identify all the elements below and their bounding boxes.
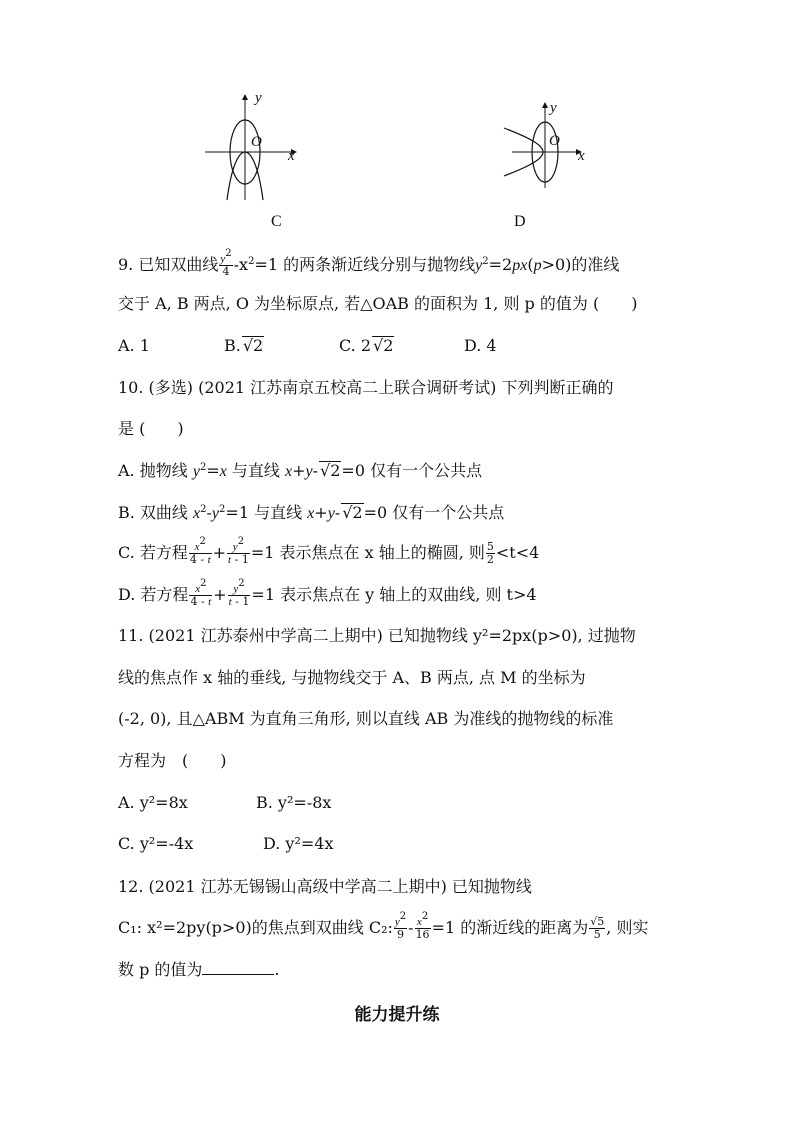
q12-text: =1 的渐近线的距离为 — [431, 918, 589, 937]
sqrt-symbol: √2 — [320, 461, 341, 480]
q9-text: >0)的准线 — [541, 255, 620, 274]
q10-b-text: B. 双曲线 — [118, 503, 194, 522]
axis-y-label: y — [255, 90, 262, 106]
fraction: $\frac{x^2}{4 - t}$ — [189, 536, 211, 566]
q10-d-text: D. 若方程 — [118, 585, 189, 604]
q10-option-a: A. 抛物线 $y^2=x$ 与直线 x+y- √2=0 仅有一个公共点 — [118, 461, 483, 480]
q9-text: =2 — [488, 255, 513, 274]
sqrt-symbol: √2 — [342, 503, 363, 522]
fraction: $\frac{y^2}{t - 1}$ — [228, 536, 249, 566]
q10-c-text: <t<4 — [495, 543, 540, 562]
fraction: $\frac{y^2}{t - 1}$ — [228, 578, 250, 608]
figure-d-caption: D — [514, 213, 526, 230]
axis-x-label: x — [288, 148, 295, 164]
q11-option-d: D. y²=4x — [263, 834, 334, 853]
axis-x-label-d: x — [578, 148, 585, 164]
q10-option-d: D. 若方程 $\frac{x^2}{4 - t}$ + $\frac{y^2}{t - 1}$ =1 表示焦点在 y 轴上的双曲线, 则 t>4 — [118, 578, 537, 608]
origin-label: O — [251, 134, 262, 150]
fraction-5-over-2: $\frac{5}{2}$ — [486, 540, 494, 566]
q10-a-text: =0 仅有一个公共点 — [341, 461, 483, 480]
figure-d — [500, 100, 600, 190]
axis-y-label-d: y — [550, 100, 557, 116]
q9-option-c-label: C. 2 — [339, 336, 372, 355]
q11-line-4: 方程为 ( ) — [118, 751, 227, 770]
q12-line-2: C₁: x²=2py(p>0)的焦点到双曲线 C₂: $\frac{y^2}{9}$ - $\frac{x^2}{16}$ =1 的渐近线的距离为 $\frac{√5}{5}$ , 则实 — [118, 911, 649, 941]
figure-c — [205, 92, 305, 202]
q10-d-text: =1 表示焦点在 y 轴上的双曲线, 则 t>4 — [251, 585, 537, 604]
q11-line-1: 11. (2021 江苏泰州中学高二上期中) 已知抛物线 y²=2px(p>0), 过抛物 — [118, 626, 636, 645]
answer-blank[interactable] — [202, 960, 274, 975]
figure-c-caption: C — [271, 213, 282, 230]
origin-label-d: O — [549, 133, 560, 149]
sqrt-symbol: √2 — [373, 336, 394, 355]
q9-option-a: A. 1 — [118, 336, 150, 355]
q9-option-b-label: B. — [224, 336, 241, 355]
q9-option-d: D. 4 — [464, 336, 497, 355]
q12-line-3 — [118, 959, 280, 981]
section-title: 能力提升练 — [354, 1005, 440, 1025]
fraction-x2-over-16: $\frac{x^2}{16}$ — [415, 911, 430, 941]
q10-option-b: B. 双曲线 $x^2-y^2=1$ 与直线 x+y- √2=0 仅有一个公共点 — [118, 503, 505, 522]
q11-option-c: C. y²=-4x — [118, 834, 194, 853]
fraction-sqrt5-over-5: $\frac{√5}{5}$ — [590, 915, 605, 941]
q10-line-2: 是 ( ) — [118, 419, 184, 438]
q9-line-2: 交于 A, B 两点, O 为坐标原点, 若△OAB 的面积为 1, 则 p 的值为 ( ) — [118, 294, 638, 313]
q11-line-2: 线的焦点作 x 轴的垂线, 与抛物线交于 A、B 两点, 点 M 的坐标为 — [118, 668, 586, 687]
q12-text: , 则实 — [606, 918, 649, 937]
q9-option-b — [224, 335, 264, 357]
fraction-y2-over-9: $\frac{y^2}{9}$ — [394, 911, 407, 941]
q12-text: 数 p 的值为 — [118, 960, 203, 979]
q11-option-b: B. y²=-8x — [256, 793, 332, 812]
q9-option-c — [339, 335, 394, 357]
fraction-y2-over-4: $\frac{y^2}{4}$ — [220, 248, 232, 278]
q9-text: =1 的两条渐近线分别与抛物线 — [254, 255, 476, 274]
q12-text: C₁: x²=2py(p>0)的焦点到双曲线 C₂: — [118, 918, 393, 937]
q12-line-1: 12. (2021 江苏无锡锡山高级中学高二上期中) 已知抛物线 — [118, 877, 532, 896]
q10-line-1: 10. (多选) (2021 江苏南京五校高二上联合调研考试) 下列判断正确的 — [118, 378, 614, 397]
q10-b-text: =0 仅有一个公共点 — [363, 503, 505, 522]
q9-line-1: 9. 已知双曲线 $\frac{y^2}{4}$ $-x^2=1$ 的两条渐近线分别与抛物线$y^2=2px(p>0)$的准线 — [118, 248, 620, 278]
sqrt-symbol: √2 — [242, 336, 264, 355]
q9-text: ( — [527, 255, 534, 274]
q10-option-c: C. 若方程 $\frac{x^2}{4 - t}$ + $\frac{y^2}{t - 1}$ =1 表示焦点在 x 轴上的椭圆, 则 $\frac{5}{2}$ <t<4 — [118, 536, 540, 566]
q10-c-text: =1 表示焦点在 x 轴上的椭圆, 则 — [250, 543, 485, 562]
q12-text: . — [274, 960, 280, 979]
fraction: $\frac{x^2}{4 - t}$ — [190, 578, 212, 608]
q9-text: -x — [233, 255, 249, 274]
q10-c-text: C. 若方程 — [118, 543, 188, 562]
q9-text: 9. 已知双曲线 — [118, 255, 219, 274]
q11-line-3: (-2, 0), 且△ABM 为直角三角形, 则以直线 AB 为准线的抛物线的标准 — [118, 709, 614, 728]
q11-option-a: A. y²=8x — [118, 793, 188, 812]
q10-a-text: A. 抛物线 — [118, 461, 193, 480]
